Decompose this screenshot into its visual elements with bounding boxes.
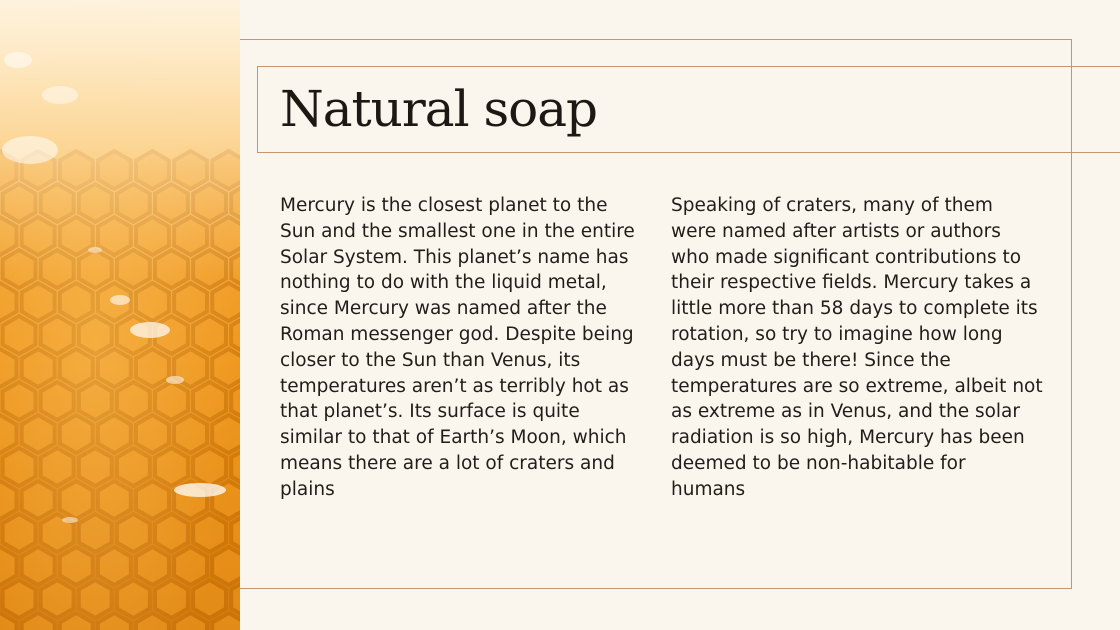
honeycomb-photo <box>0 0 240 630</box>
honeycomb-image <box>0 0 240 630</box>
slide-title: Natural soap <box>280 80 598 138</box>
body-text-right: Speaking of craters, many of them were named after artists or authors who made significant contributions to their respective fields. Mercury takes a little more than 58 days to complete its rotation, so try to imagine how long days must be there! Since the temperatures are so extreme, albeit not as extreme as in Venus, and the solar radiation is so high, Mercury has been deemed to be non-habitable for humans <box>671 195 1043 500</box>
body-text-left: Mercury is the closest planet to the Sun and the smallest one in the entire Solar System. This planet’s name has nothing to do with the liquid metal, since Mercury was named after the Roman messenger god. Despite being closer to the Sun than Venus, its temperatures aren’t as terribly hot as that planet’s. Its surface is quite similar to that of Earth’s Moon, which means there are a lot of craters and plains <box>280 195 635 500</box>
